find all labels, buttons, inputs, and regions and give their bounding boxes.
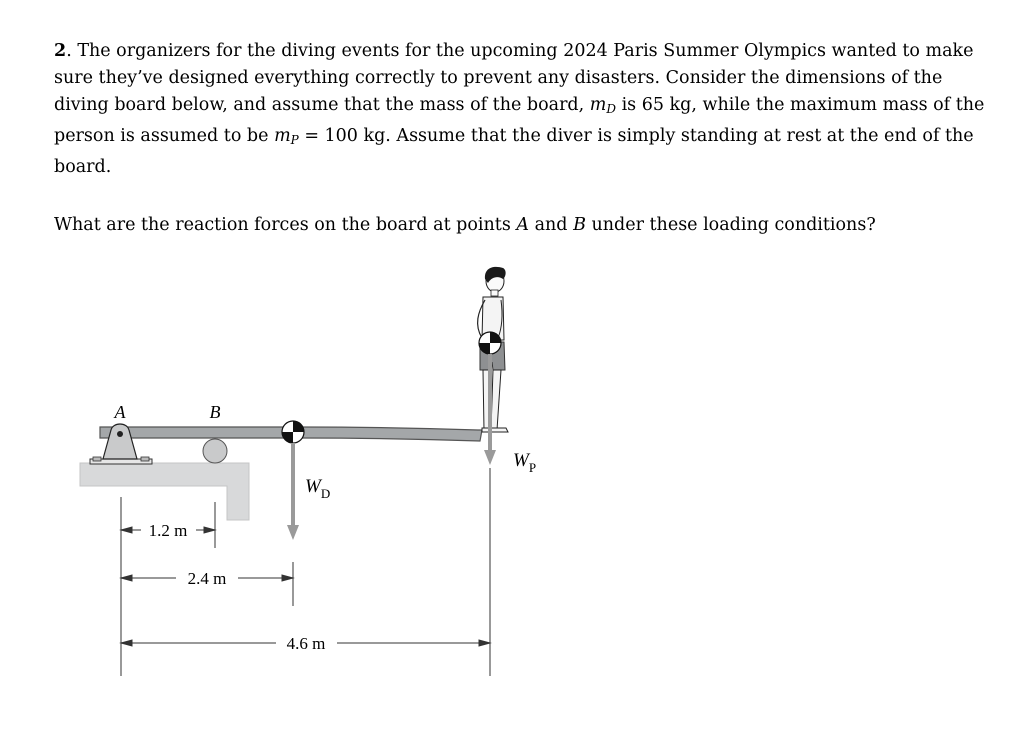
label-point-a: A <box>114 402 126 422</box>
label-point-b: B <box>209 402 221 422</box>
question-and: and <box>529 215 574 235</box>
label-weight-person: $W_P$ <box>513 450 537 475</box>
point-a-ref: A <box>516 215 530 235</box>
problem-number: 2 <box>54 41 67 61</box>
question-text-2: under these loading conditions? <box>585 215 876 235</box>
problem-statement <box>54 38 986 239</box>
dimension-lines <box>121 527 490 646</box>
problem-paragraph <box>54 38 986 181</box>
diver-center-of-mass-icon <box>479 332 501 354</box>
dimension-label-1-2m: 1.2 m <box>148 521 188 540</box>
ground-ledge <box>80 463 249 520</box>
diving-board-figure <box>0 255 1024 695</box>
problem-question <box>54 212 986 239</box>
point-b-ref: B <box>573 215 586 235</box>
label-weight-board: $W_D$ <box>305 476 331 501</box>
question-text-1: What are the reaction forces on the board at points <box>54 215 517 235</box>
problem-text-1: . The organizers for the diving events for the upcoming 2024 Paris Summer Olympics wanted to make sure they’ve designed everything correctly to prevent any disasters. Consider the dimensions of the diving board below, and assume that the mass of the board, <box>54 41 974 115</box>
dimension-label-2-4m: 2.4 m <box>187 569 227 588</box>
mass-symbol-person: m <box>274 126 291 146</box>
mass-symbol-board: m <box>589 95 607 115</box>
roller-support-b <box>203 439 227 463</box>
subscript-d: D <box>606 102 616 116</box>
weight-arrow-board <box>287 443 299 540</box>
subscript-p: P <box>290 133 299 147</box>
problem-text-2: is 65 kg, while the maximum mass of the person is assumed to be <box>54 95 985 146</box>
dimension-label-4-6m: 4.6 m <box>286 634 326 653</box>
board-center-of-mass-icon <box>282 421 304 443</box>
problem-text-3: = 100 kg. Assume that the diver is simply standing at rest at the end of the board. <box>54 126 974 177</box>
